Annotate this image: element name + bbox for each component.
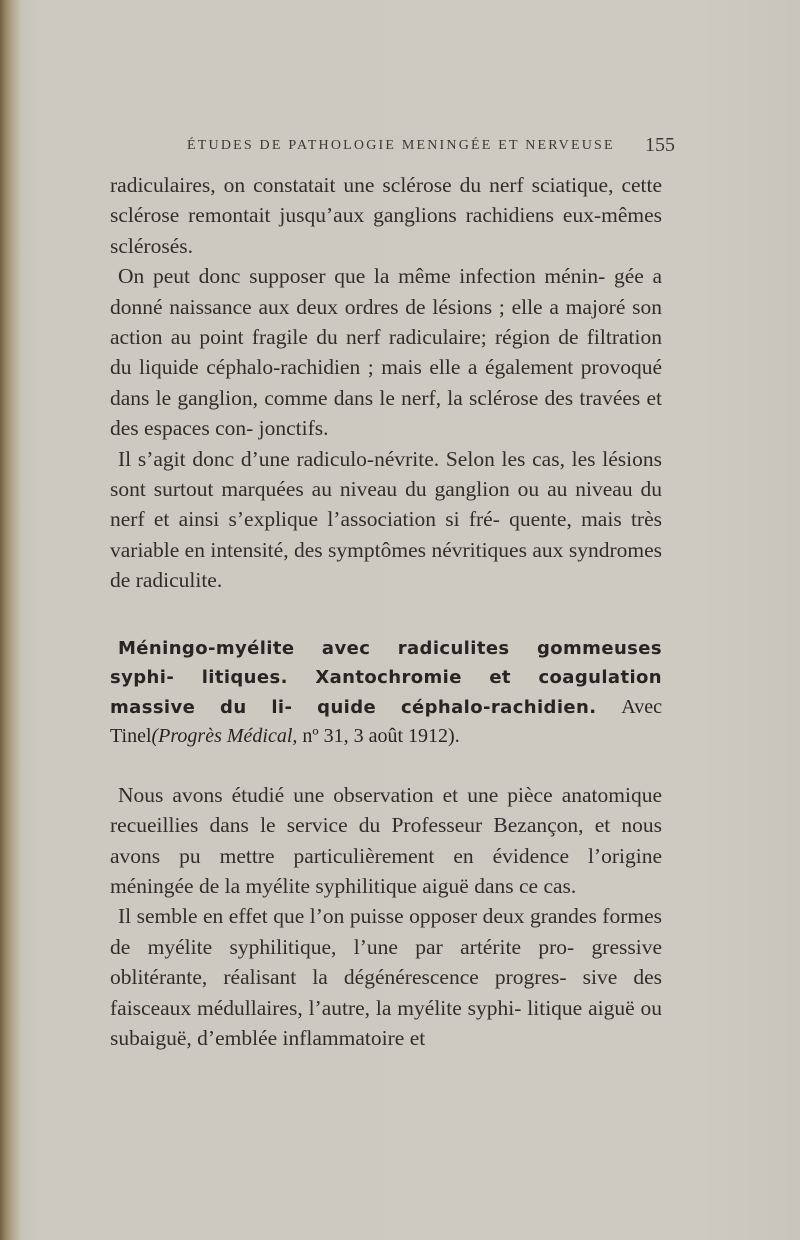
paragraph-4: Nous avons étudié une observation et une pièce anatomique recueillies dans le service du Professeur Bezançon, et nous avons pu mettre particulièrement en évidence l’origine méningée de la myélite syphilitique aiguë dans ce cas. — [110, 782, 663, 898]
paragraph-3: Il s’agit donc d’une radiculo-névrite. Selon les cas, les lésions sont surtout marquées au niveau du ganglion ou au niveau du nerf et ainsi s’explique l’association si fré- quente, mais très variable en intensité, des symptômes névritiques aux syndromes de radiculite. — [110, 446, 662, 593]
book-spine-shadow — [0, 0, 22, 1240]
section-reference: Avec Tinel(Progrès Médical, nº 31, 3 août 1912). — [110, 695, 662, 748]
paragraph-5: Il semble en effet que l’on puisse opposer deux grandes formes de myélite syphilitique, l’une par artérite pro- gressive oblitérante, réalisant la dégénérescence progres- sive des faisceaux médullaires, l’autre, la myélite syphi- litique aiguë ou subaiguë, d’emblée inflammatoire et — [110, 904, 663, 1050]
section-title: Méningo-myélite avec radiculites gommeuses syphi- litiques. Xantochromie et coagulation massive du li- quide céphalo-rachidien. Avec Tinel(Progrès Médical, nº 31, 3 août 1912). — [110, 637, 662, 748]
paragraph-2: On peut donc supposer que la même infection ménin- gée a donné naissance aux deux ordres de lésions ; elle a majoré son action au point fragile du nerf radiculaire; région de filtration du liquide céphalo-rachidien ; mais elle a également provoqué dans le ganglion, comme dans le nerf, la sclérose des travées et des espaces con- jonctifs. — [110, 264, 663, 441]
body-text — [110, 170, 662, 1053]
paragraph-1: radiculaires, on constatait une sclérose du nerf sciatique, cette sclérose remontait jusqu’aux ganglions rachidiens eux-mêmes sclérosés. — [110, 173, 663, 258]
page-number: 155 — [645, 134, 675, 156]
running-header — [175, 134, 675, 162]
running-title: ÉTUDES DE PATHOLOGIE MENINGÉE ET NERVEUSE — [187, 138, 615, 153]
